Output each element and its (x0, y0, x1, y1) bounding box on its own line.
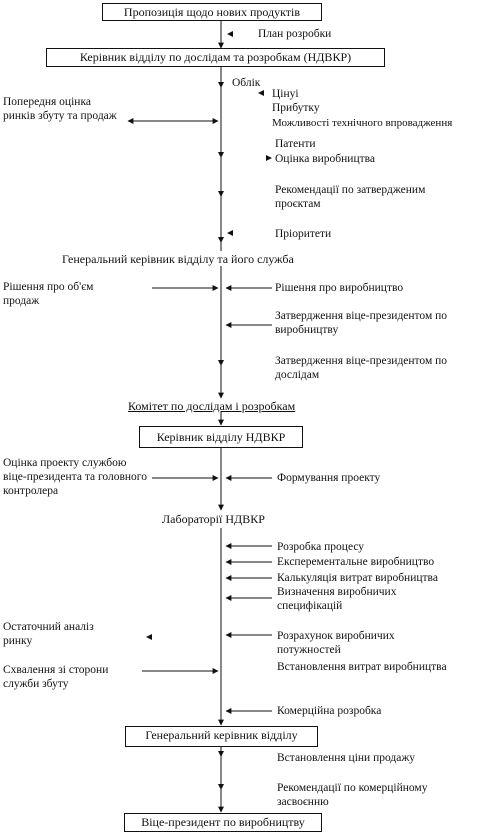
tick-price (218, 751, 224, 757)
head-rnd-box: Керівник відділу по дослідам та розробкам (НДВКР) (46, 48, 385, 67)
tick-prices (258, 90, 264, 96)
plan-label: План розробки (258, 28, 332, 40)
prod-decision-label: Рішення про виробництво (275, 282, 404, 294)
tick-prod-est (266, 155, 272, 161)
vp-approve-label: Затвердження віце-президентом по виробництву (275, 310, 448, 336)
sales-approval-label: Схвалення зі сторони служби збуту (3, 664, 109, 690)
general-head-box: Генеральний керівник відділу (125, 726, 318, 747)
general-head-service-title: Генеральний керівник відділу та його служба (62, 252, 294, 266)
proposal-box: Пропозиція щодо нових продуктів (102, 3, 322, 21)
tick-plan (227, 31, 233, 37)
tick-account (218, 82, 224, 88)
patents-label: Патенти (275, 138, 316, 150)
commercial-label: Комерційна розробка (277, 705, 382, 717)
profit-label: Прибутку (272, 102, 320, 114)
prelim-estimate-label: Попередня оцінка ринків збуту та продаж (3, 96, 117, 122)
final-market-label: Остаточний аналіз ринку (3, 621, 94, 647)
vp-research-label: Затвердження віце-президентом по дослідам (275, 355, 448, 381)
form-project-label: Формування проекту (277, 472, 381, 484)
specs-label: Визначення виробничих специфікацій (277, 586, 397, 612)
tick-final-market (146, 634, 152, 640)
tick-patents (218, 152, 224, 158)
tick-adoption (218, 784, 224, 790)
recommend-label: Рекомендації по затвердженим проєктам (275, 184, 426, 210)
labs-title: Лабораторії НДВКР (162, 512, 265, 526)
committee-title: Комітет по дослідам і розробкам (128, 399, 296, 413)
sale-price-label: Встановлення ціни продажу (277, 752, 416, 764)
head-ndvkr-box: Керівник відділу НДВКР (139, 426, 303, 448)
cost-set-label: Встановлення витрат виробництва (277, 661, 447, 673)
tick-recommend (218, 191, 224, 197)
tech-label: Можливості технічного впровадження (272, 117, 453, 129)
project-estimate-label: Оцінка проекту службою віце-президента та головного контролера (3, 457, 147, 497)
process-dev-label: Розробка процесу (277, 541, 365, 553)
account-label: Облік (232, 77, 261, 89)
priorities-label: Пріоритети (275, 228, 332, 240)
experimental-label: Експерементальне виробництво (277, 556, 435, 568)
prices-label: Цінуі (272, 88, 299, 100)
tick-priorities-down (218, 237, 224, 243)
prod-estimate-label: Оцінка виробництва (275, 153, 376, 165)
cost-calc-label: Калькуляція витрат виробництва (277, 572, 438, 584)
sales-volume-label: Рішення про об'єм продаж (3, 281, 94, 307)
tick-priorities (227, 230, 233, 236)
adoption-label: Рекомендації по комерційному засвоєнню (277, 782, 428, 808)
vp-production-box: Віце-президент по виробництву (124, 813, 322, 832)
tick-vp-research (218, 360, 224, 366)
capacity-label: Розрахунок виробничих потужностей (277, 630, 395, 656)
